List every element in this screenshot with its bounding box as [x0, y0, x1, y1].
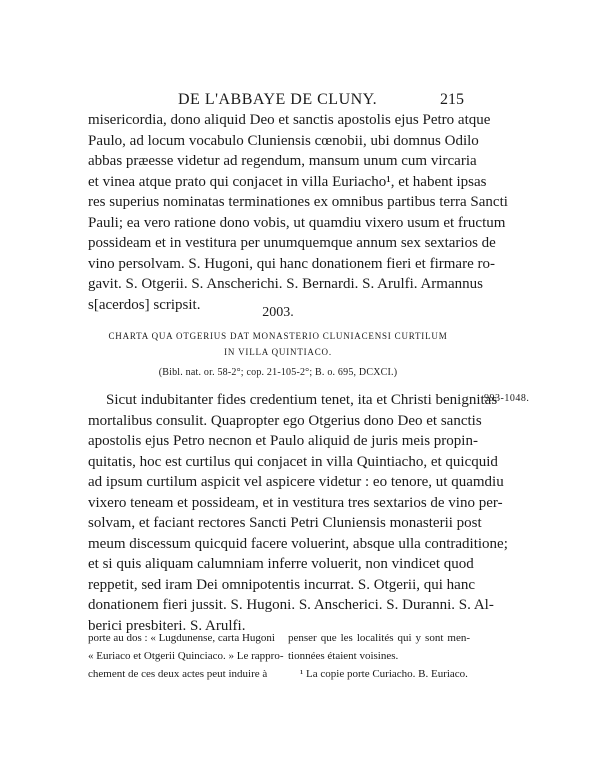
charter-title — [0, 328, 556, 360]
footnotes-right-column — [288, 629, 470, 683]
running-title: DE L'ABBAYE DE CLUNY. — [178, 91, 378, 108]
text-line: s[acerdos] scripsit. — [88, 296, 201, 313]
text-line: Pauli; ea vero ratione dono vobis, ut quamdiu vixero usum et fructum — [88, 214, 506, 231]
text-line: ad ipsum curtilum aspicit vel aspicere videtur : eo tenore, ut quamdiu — [88, 474, 504, 490]
footnote-line: porte au dos : « Lugdunense, carta Hugoni — [88, 632, 275, 644]
text-line: meum discessum quicquid facere voluerint, absque ulla contraditione; — [88, 535, 508, 552]
margin-date: 993-1048. — [484, 393, 530, 404]
footnote-line: tionnées étaient voisines. — [288, 650, 399, 662]
text-line: vixero teneam et possideam, et in vestitura tres sextarios de vino per- — [88, 494, 503, 511]
text-line: et vinea atque prato qui conjacet in villa Euriacho¹, et habent ipsas — [88, 173, 487, 190]
text-line: Paulo, ad locum vocabulo Cluniensis cœnobii, ubi domnus Odilo — [88, 132, 479, 149]
text-line: possideam et in vestitura per unumquemque annum sex sextarios de — [88, 235, 496, 251]
paragraph-charter-2002-end — [88, 110, 508, 315]
charter-title-line: IN VILLA QUINTIACO. — [224, 347, 332, 357]
footnotes-left-column — [88, 629, 284, 683]
footnote-line: penser que les localités qui y sont men- — [288, 632, 470, 644]
text-line: apostolis ejus Petro necnon et Paulo aliquid de juris meis propin- — [88, 433, 478, 449]
text-line: abbas præesse videtur ad regendum, mansum unum cum vircaria — [88, 153, 477, 169]
text-line: res superius nominatas terminationes ex omnibus partibus terra Sancti — [88, 194, 508, 210]
text-line: vino persolvam. S. Hugoni, qui hanc donationem fieri et firmare ro- — [88, 255, 495, 272]
text-line: berici presbiteri. S. Arulfi. — [88, 617, 246, 634]
text-line: mortalibus consulit. Quapropter ego Otgerius dono Deo et sanctis — [88, 412, 482, 429]
page-number: 215 — [440, 91, 464, 108]
text-line: et si quis aliquam calumniam inferre voluerit, non vindicet quod — [88, 556, 474, 572]
charter-source-reference: (Bibl. nat. or. 58-2°; cop. 21-105-2°; B. o. 695, DCXCI.) — [158, 367, 398, 378]
footnote-line: chement de ces deux actes peut induire à — [88, 668, 268, 680]
text-line: reppetit, sed iram Dei omnipotentis incurrat. S. Otgerii, qui hanc — [88, 576, 475, 593]
charter-title-line: CHARTA QUA OTGERIUS DAT MONASTERIO CLUNIACENSI CURTILUM — [108, 331, 448, 341]
footnote-line: « Euriaco et Otgerii Quinciaco. » Le rappro- — [88, 650, 284, 662]
footnote-line: ¹ La copie porte Curiacho. B. Euriaco. — [300, 668, 468, 680]
text-line: misericordia, dono aliquid Deo et sanctis apostolis ejus Petro atque — [88, 112, 491, 128]
text-line: Sicut indubitanter fides credentium tenet, ita et Christi benignitas — [106, 392, 498, 408]
text-line: gavit. S. Otgerii. S. Anscherichi. S. Bernardi. S. Arulfi. Armannus — [88, 276, 483, 292]
text-line: donationem fieri jussit. S. Hugoni. S. Anscherici. S. Duranni. S. Al- — [88, 597, 494, 613]
text-line: quitatis, hoc est curtilus qui conjacet in villa Quintiacho, et quicquid — [88, 453, 498, 470]
charter-number: 2003. — [262, 305, 294, 320]
text-line: solvam, et faciant rectores Sancti Petri Cluniensis monasterii post — [88, 515, 482, 531]
